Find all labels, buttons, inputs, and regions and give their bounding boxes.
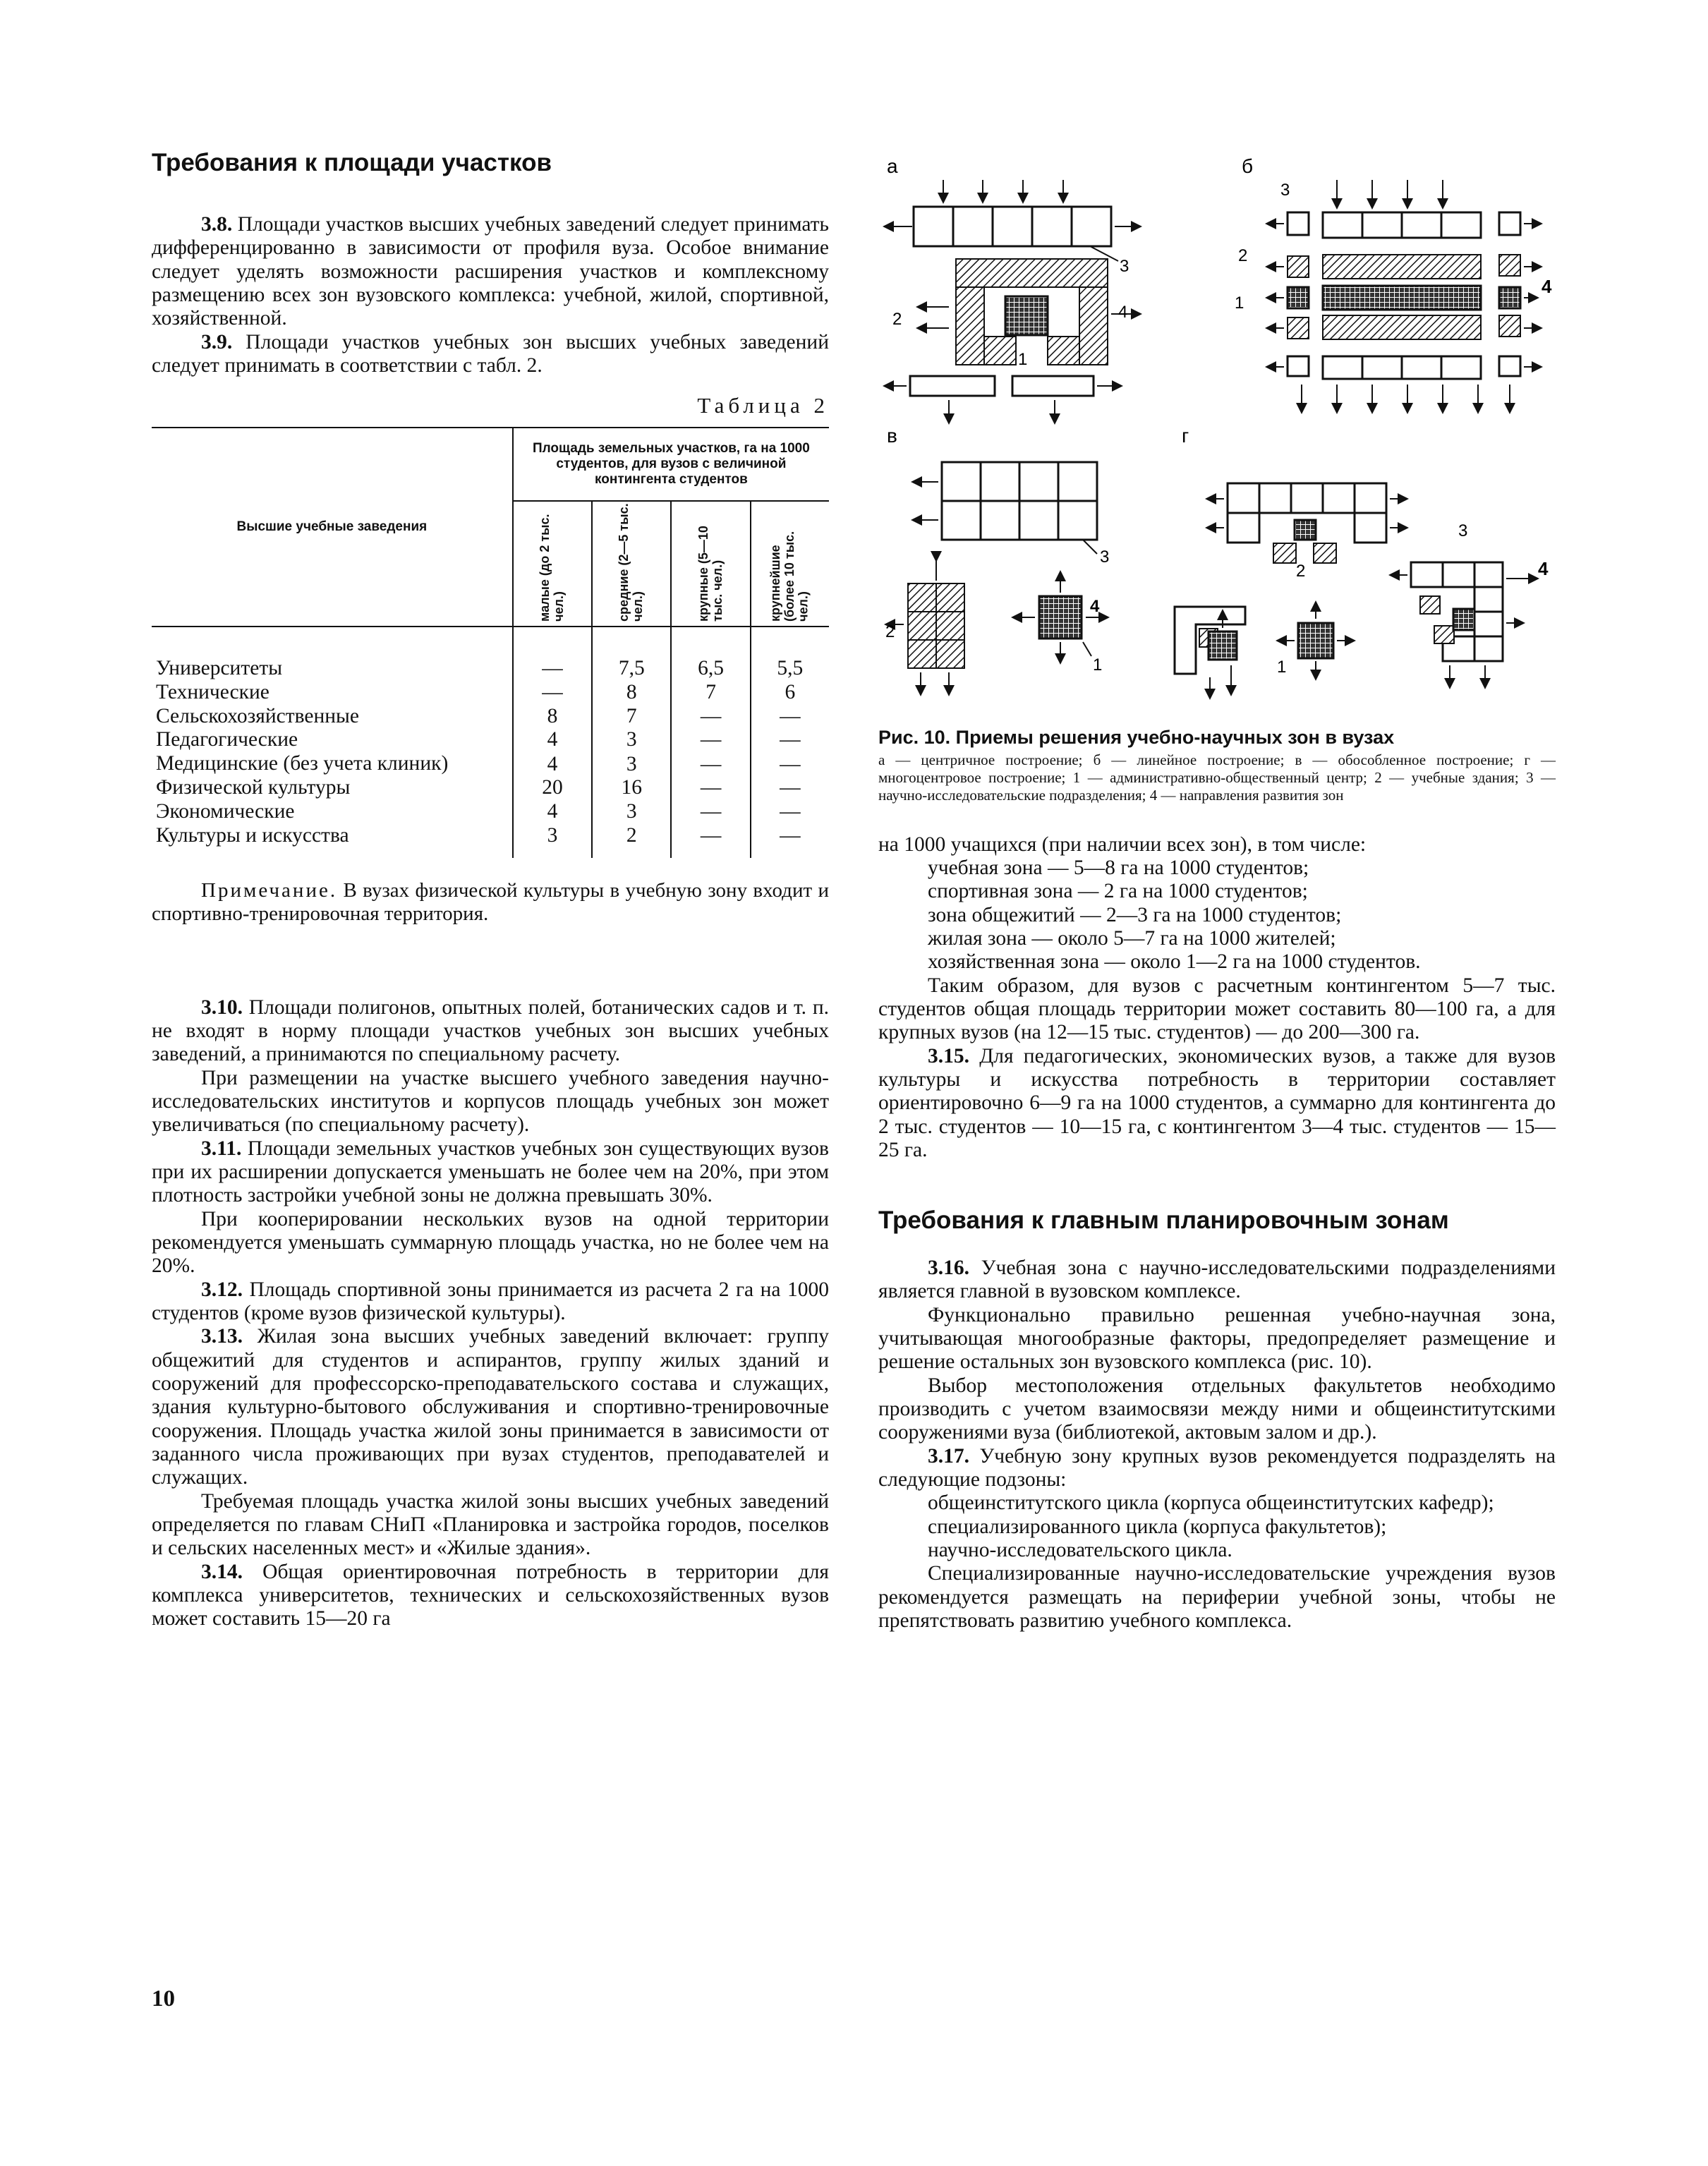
subzone-item: специализированного цикла (корпуса факультетов); [928, 1515, 1387, 1538]
label-2: 2 [892, 310, 902, 329]
left-column [152, 148, 829, 1631]
table-row: Технические — 8 7 6 [152, 681, 829, 705]
right-column [878, 152, 1556, 1633]
label-1: 1 [1093, 655, 1103, 674]
label-v: в [887, 425, 897, 447]
table-row: Экономические 4 3 — — [152, 800, 829, 824]
diagram-g-multicenter [1175, 425, 1549, 698]
section-heading-area: Требования к площади участков [152, 149, 552, 176]
figure-description: а — центричное построение; б — линейное построение; в — обособленное построение; г — многоцентровое построение; 1 — административно-общественный центр; 2 — учебные здания; 3 — научно-исследовательские подразделения; 4 — направления развития зон [878, 751, 1556, 804]
label-1: 1 [1235, 294, 1244, 313]
table-row: Физической культуры 20 16 — — [152, 776, 829, 800]
col-header-area-group: Площадь земельных участков, га на 1000 студентов, для вузов с величиной контингента студентов [513, 428, 829, 501]
paragraph-3-11: 3.11. Площади земельных участков учебных зон существующих вузов при их расширении допускается уменьшать не более чем на 20%, при этом плотность застройки учебной зоны не должна превышать 30%. [152, 1137, 829, 1207]
subzone-item: научно-исследовательского цикла. [928, 1539, 1232, 1562]
label-4: 4 [1118, 303, 1128, 322]
paragraph-3-11b: При кооперировании нескольких вузов на одной территории рекомендуется уменьшать суммарную площадь участка, но не более чем на 20%. [152, 1207, 829, 1278]
col-header-small: малые (до 2 тыс. чел.) [513, 501, 592, 627]
paragraph-3-16c: Выбор местоположения отдельных факультетов необходимо производить с учетом взаимосвязи между ними и общеинститутскими сооружениями вуза (библиотекой, актовым залом и др.). [878, 1374, 1556, 1444]
label-2: 2 [1296, 562, 1306, 581]
figure-10-diagrams [878, 152, 1556, 716]
paragraph-3-8: 3.8. Площади участков высших учебных заведений следует принимать дифференцированно в зависимости от профиля вуза. Особое внимание следует уделять возможности расширения участков и комплексному размещению всех зон вузовского комплекса: учебной, жилой, спортивной, хозяйственной. [152, 213, 829, 330]
label-4: 4 [1542, 276, 1552, 297]
paragraph-3-13: 3.13. Жилая зона высших учебных заведений включает: группу общежитий для студентов и аспирантов, группу жилых зданий и сооружений для профессорско-преподавательского состава и служащих, здания культурно-бытового обслуживания и спортивно-тренировочные сооружения. Площадь участка жилой зоны принимается в зависимости от заданного числа проживающих при вузах студентов, преподавателей и служащих. [152, 1325, 829, 1489]
paragraph-3-17b: Специализированные научно-исследовательские учреждения вузов рекомендуется размещать на периферии учебной зоны, чтобы не препятствовать развитию учебного комплекса. [878, 1562, 1556, 1633]
label-1: 1 [1018, 350, 1028, 369]
paragraph-3-9: 3.9. Площади участков учебных зон высших учебных заведений следует принимать в соответствии с табл. 2. [152, 330, 830, 377]
table-row: Медицинские (без учета клиник) 4 3 — — [152, 752, 829, 776]
col-header-largest: крупнейшие (более 10 тыс. чел.) [751, 501, 829, 627]
col-header-institutions: Высшие учебные заведения [236, 519, 428, 535]
label-1: 1 [1277, 658, 1287, 677]
table-row: Сельскохозяйственные 8 7 — — [152, 705, 829, 729]
paragraph-3-16: 3.16. Учебная зона с научно-исследовательскими подразделениями является главной в вузовском комплексе. [878, 1257, 1556, 1303]
diagram-a-centric [884, 155, 1141, 423]
label-g: г [1182, 425, 1189, 447]
table-row: Педагогические 4 3 — — [152, 728, 829, 752]
list-item: хозяйственная зона — около 1—2 га на 1000 студентов. [928, 950, 1421, 974]
label-4: 4 [1090, 597, 1100, 616]
list-item: зона общежитий — 2—3 га на 1000 студентов; [928, 903, 1342, 926]
table-note: Примечание. В вузах физической культуры в учебную зону входит и спортивно-тренировочная территория. [152, 879, 830, 926]
list-item: жилая зона — около 5—7 га на 1000 жителей; [928, 926, 1336, 950]
table-row: Культуры и искусства 3 2 — — [152, 824, 829, 848]
paragraph-3-16b: Функционально правильно решенная учебно-научная зона, учитывающая многообразные факторы, предопределяет размещение и решение остальных зон вузовского комплекса (рис. 10). [878, 1303, 1556, 1374]
paragraph-3-12: 3.12. Площадь спортивной зоны принимается из расчета 2 га на 1000 студентов (кроме вузов физической культуры). [152, 1278, 829, 1324]
label-3: 3 [1458, 521, 1468, 540]
label-3: 3 [1280, 181, 1290, 200]
table-row: Университеты — 7,5 6,5 5,5 [152, 657, 829, 681]
paragraph-3-13b: Требуемая площадь участка жилой зоны высших учебных заведений определяется по главам СНиП «Планировка и застройка городов, поселков и сельских населенных мест» и «Жилые здания». [152, 1489, 829, 1560]
label-a: а [887, 155, 898, 177]
zones-list [878, 857, 1556, 974]
label-3: 3 [1100, 547, 1110, 567]
table-2 [152, 427, 829, 858]
col-header-large: крупные (5—10 тыс. чел.) [671, 501, 750, 627]
paragraph-3-10: 3.10. Площади полигонов, опытных полей, ботанических садов и т. п. не входят в норму площади участков учебных зон высших учебных заведений, а принимаются по специальному расчету. [152, 996, 829, 1066]
label-2: 2 [1238, 246, 1248, 265]
paragraph-3-17: 3.17. Учебную зону крупных вузов рекомендуется подразделять на следующие подзоны: [878, 1444, 1556, 1492]
paragraph-3-14: 3.14. Общая ориентировочная потребность в территории для комплекса университетов, технических и сельскохозяйственных вузов может составить 15—20 га [152, 1560, 829, 1630]
paragraph-thus: Таким образом, для вузов с расчетным контингентом 5—7 тыс. студентов общая площадь территории может составить 80—100 га, а для крупных вузов (на 12—15 тыс. студентов) — до 200—300 га. [878, 974, 1556, 1044]
paragraph-3-15: 3.15. Для педагогических, экономических вузов, а также для вузов культуры и искусства потребность в территории составляет ориентировочно 6—9 га на 1000 студентов, а суммарно для контингента до 2 тыс. студентов — 10—15 га, с контингентом 3—4 тыс. студентов — 15—25 га. [878, 1044, 1556, 1161]
label-3: 3 [1120, 257, 1129, 276]
page-number: 10 [152, 1986, 175, 2011]
col-header-medium: средние (2—5 тыс. чел.) [592, 501, 671, 627]
paragraph-continued: на 1000 учащихся (при наличии всех зон), в том числе: [878, 833, 1367, 856]
diagram-v-separate [885, 425, 1109, 695]
label-4: 4 [1538, 558, 1549, 579]
diagram-b-linear [1235, 155, 1552, 413]
label-2: 2 [885, 622, 895, 641]
section-heading-zones: Требования к главным планировочным зонам [878, 1206, 1449, 1235]
figure-caption: Рис. 10. Приемы решения учебно-научных зон в вузах [878, 727, 1395, 748]
label-b: б [1242, 155, 1254, 177]
list-item: учебная зона — 5—8 га на 1000 студентов; [928, 856, 1309, 879]
list-item: спортивная зона — 2 га на 1000 студентов; [928, 880, 1308, 903]
table-caption: Таблица 2 [697, 393, 829, 418]
subzone-item: общеинститутского цикла (корпуса общеинститутских кафедр); [928, 1492, 1494, 1515]
paragraph-3-10b: При размещении на участке высшего учебного заведения научно-исследовательских институтов и корпусов площадь учебных зон может увеличиваться (по специальному расчету). [152, 1066, 829, 1137]
